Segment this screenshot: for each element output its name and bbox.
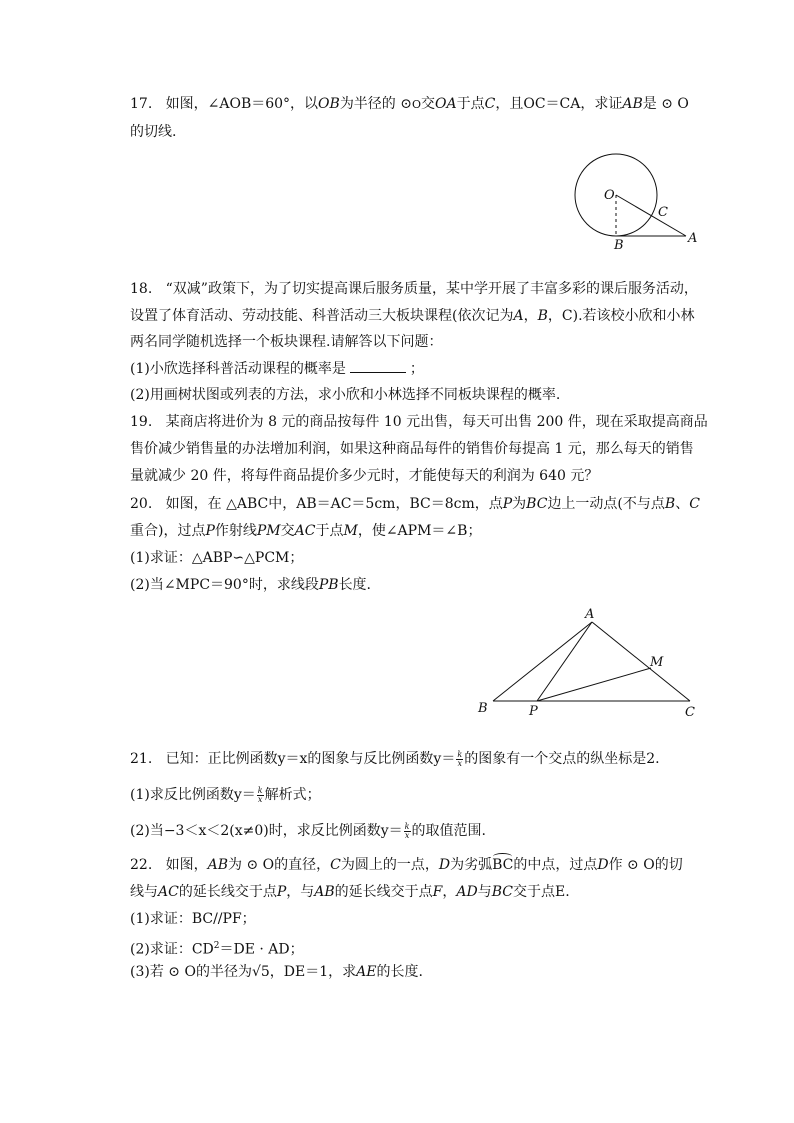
q20-text: ，使∠APM＝∠B； — [357, 523, 482, 539]
q17-text: 为半径的 ⊙ — [339, 96, 412, 112]
q17-var: C — [484, 96, 496, 112]
q18-line-5: (2)用画树状图或列表的方法，求小欣和小林选择不同板块课程的概率. — [130, 387, 561, 403]
q19-line-2: 售价减少销售量的办法增加利润，如果这种商品每件的销售价每提高 1 元，那么每天的销售 — [130, 441, 694, 457]
q18-text: ， — [547, 308, 562, 324]
q22-var: P — [276, 884, 287, 900]
q21-text: (2)当−3＜x＜2(x≠0)时，求反比例函数y＝ — [130, 823, 403, 839]
q20-text: 为 — [512, 496, 527, 512]
q20-label-B: B — [478, 701, 488, 716]
q21-text: 解析式； — [264, 787, 321, 803]
q20-label-C: C — [685, 705, 695, 720]
q20-var: M — [343, 523, 358, 539]
q17-segment-OA — [616, 195, 686, 236]
q18-text: ).若该校小欣和小林 — [572, 308, 695, 324]
q20-line-4 — [130, 575, 371, 595]
q22-text: 交于点E. — [512, 884, 570, 900]
q20-var: P — [502, 496, 513, 512]
q22-text: 为劣弧 — [450, 857, 493, 873]
q20-segment-PM — [537, 668, 651, 701]
q22-text: 如图， — [165, 857, 208, 873]
q22-text: 的长度. — [376, 964, 423, 980]
fraction-k-over-x: $\frac{k}{x}$ — [404, 821, 410, 840]
q22-text: ，DE＝1，求 — [269, 964, 357, 980]
q22-text: 为 ⊙ O的直径， — [228, 857, 331, 873]
q17-text: ，且OC＝CA，求证 — [495, 96, 623, 112]
q18-text: “双减”政策下，为了切实提高课后服务质量，某中学开展了丰富多彩的课后服务活动， — [165, 281, 698, 297]
q22-text: 与 — [477, 884, 492, 900]
q20-text: 如图，在 △ABC中，AB＝AC＝5cm，BC＝8cm，点 — [165, 496, 503, 512]
q22-var: BC — [491, 884, 513, 900]
q18-text: (1)小欣选择科普活动课程的概率是 — [130, 361, 346, 377]
q22-line-1 — [130, 855, 683, 875]
q20-var: C — [689, 496, 700, 512]
q20-text: 作射线 — [214, 523, 257, 539]
sqrt-5: √5 — [251, 964, 270, 980]
q21-text: 已知：正比例函数y＝x的图象与反比例函数y＝ — [165, 751, 456, 767]
fraction-k-over-x: $\frac{k}{x}$ — [257, 785, 263, 804]
q22-var: F — [432, 884, 443, 900]
q17-label-C: C — [658, 205, 668, 220]
q22-text: 线与 — [130, 884, 158, 900]
q21-text: 的图象有一个交点的纵坐标是2. — [464, 751, 660, 767]
q22-text: 作 ⊙ O的切 — [608, 857, 683, 873]
q22-text: (3)若 ⊙ O的半径为 — [130, 964, 252, 980]
q20-label-A: A — [585, 607, 595, 622]
q22-text: 的延长线交于点 — [178, 884, 277, 900]
q18-text: ； — [409, 361, 424, 377]
q18-line-2 — [130, 306, 695, 326]
q20-segment-AC — [592, 622, 690, 701]
q20-text: 交 — [280, 523, 295, 539]
q20-line-2 — [130, 521, 481, 541]
q21-text: 的取值范围. — [411, 823, 486, 839]
q17-label-A: A — [688, 231, 698, 246]
q18-text: ， — [523, 308, 538, 324]
q22-text: 的延长线交于点 — [334, 884, 433, 900]
q19-number: 19. — [130, 414, 153, 430]
q20-line-1 — [130, 494, 700, 514]
q17-figure — [560, 150, 710, 260]
q22-text: 为圆上的一点， — [340, 857, 439, 873]
q17-var: OB — [318, 96, 340, 112]
q17-line-1 — [130, 94, 689, 115]
q19-text: 某商店将进价为 8 元的商品按每件 10 元出售，每天可出售 200 件，现在采取提高商品 — [165, 414, 708, 430]
q17-label-B: B — [614, 238, 624, 253]
q22-var: AD — [456, 884, 478, 900]
q20-text: (2)当∠MPC＝90°时，求线段 — [130, 577, 319, 593]
q22-line-3: (1)求证：BC//PF； — [130, 911, 256, 927]
q20-text: 边上一动点(不与点 — [547, 496, 665, 512]
q20-label-M: M — [650, 655, 664, 670]
q22-var: D — [597, 857, 609, 873]
q21-number: 21. — [130, 751, 153, 767]
q17-text: 于点 — [456, 96, 485, 112]
q18-line-1 — [130, 279, 698, 299]
superscript: 2 — [213, 941, 220, 951]
q22-text: ， — [442, 884, 457, 900]
q21-text: (1)求反比例函数y＝ — [130, 787, 256, 803]
q20-text: 重合)，过点 — [130, 523, 206, 539]
q18-text: 设置了体育活动、劳动技能、科普活动三大板块课程(依次记为 — [130, 308, 514, 324]
q17-var: AB — [622, 96, 643, 112]
q20-var: AC — [294, 523, 316, 539]
q20-var: B — [664, 496, 676, 512]
q17-var: OA — [435, 96, 457, 112]
q22-line-2 — [130, 882, 570, 902]
q18-var: B — [537, 308, 548, 324]
q20-var: BC — [526, 496, 548, 512]
q21-line-2 — [130, 785, 321, 805]
q20-text: 长度. — [338, 577, 372, 593]
q22-text: ，与 — [286, 884, 315, 900]
q20-var: PM — [256, 523, 281, 539]
q22-line-5 — [130, 962, 423, 982]
q19-line-1 — [130, 412, 708, 432]
q17-text: 如图，∠AOB＝60°，以 — [165, 96, 319, 112]
q18-var: C — [561, 308, 573, 324]
q17-line-2: 的切线. — [130, 124, 177, 140]
q19-line-3: 量就减少 20 件，将每件商品提价多少元时，才能使每天的利润为 640 元？ — [130, 468, 599, 484]
q22-var: AB — [314, 884, 335, 900]
q20-var: PB — [318, 577, 339, 593]
q18-var: A — [513, 308, 524, 324]
q18-line-3: 两名同学随机选择一个板块课程.请解答以下问题： — [130, 334, 443, 350]
q22-number: 22. — [130, 857, 153, 873]
q20-text: 、 — [675, 496, 690, 512]
q17-number: 17. — [130, 96, 153, 112]
q18-line-4 — [130, 358, 424, 379]
q21-line-3 — [130, 821, 486, 841]
q20-line-3: (1)求证：△ABP∽△PCM； — [130, 550, 304, 566]
q20-segment-AP — [537, 622, 592, 701]
q17-label-O: O — [604, 188, 615, 203]
q22-text: ＝DE · AD； — [219, 941, 304, 958]
q22-text: (2)求证：CD — [130, 941, 214, 958]
q20-text: 于点 — [315, 523, 344, 539]
q21-line-1 — [130, 749, 660, 769]
q20-figure — [470, 600, 710, 730]
q17-var: O — [412, 98, 422, 111]
q22-text: 的中点，过点 — [513, 857, 598, 873]
answer-blank[interactable] — [350, 358, 406, 373]
q20-label-P: P — [529, 704, 538, 719]
q20-number: 20. — [130, 496, 153, 512]
q20-var: P — [205, 523, 215, 539]
q17-text: 是 ⊙ O — [642, 96, 689, 112]
q18-number: 18. — [130, 281, 153, 297]
fraction-k-over-x: $\frac{k}{x}$ — [457, 749, 463, 768]
q22-var: AB — [207, 857, 229, 873]
q22-var: C — [330, 857, 341, 873]
q22-var: AC — [158, 884, 179, 900]
q17-text: 交 — [421, 96, 436, 112]
arc-bc: BC — [492, 857, 514, 873]
q22-var: D — [438, 857, 451, 873]
q22-var: AE — [356, 964, 377, 980]
q22-line-4 — [130, 936, 304, 960]
